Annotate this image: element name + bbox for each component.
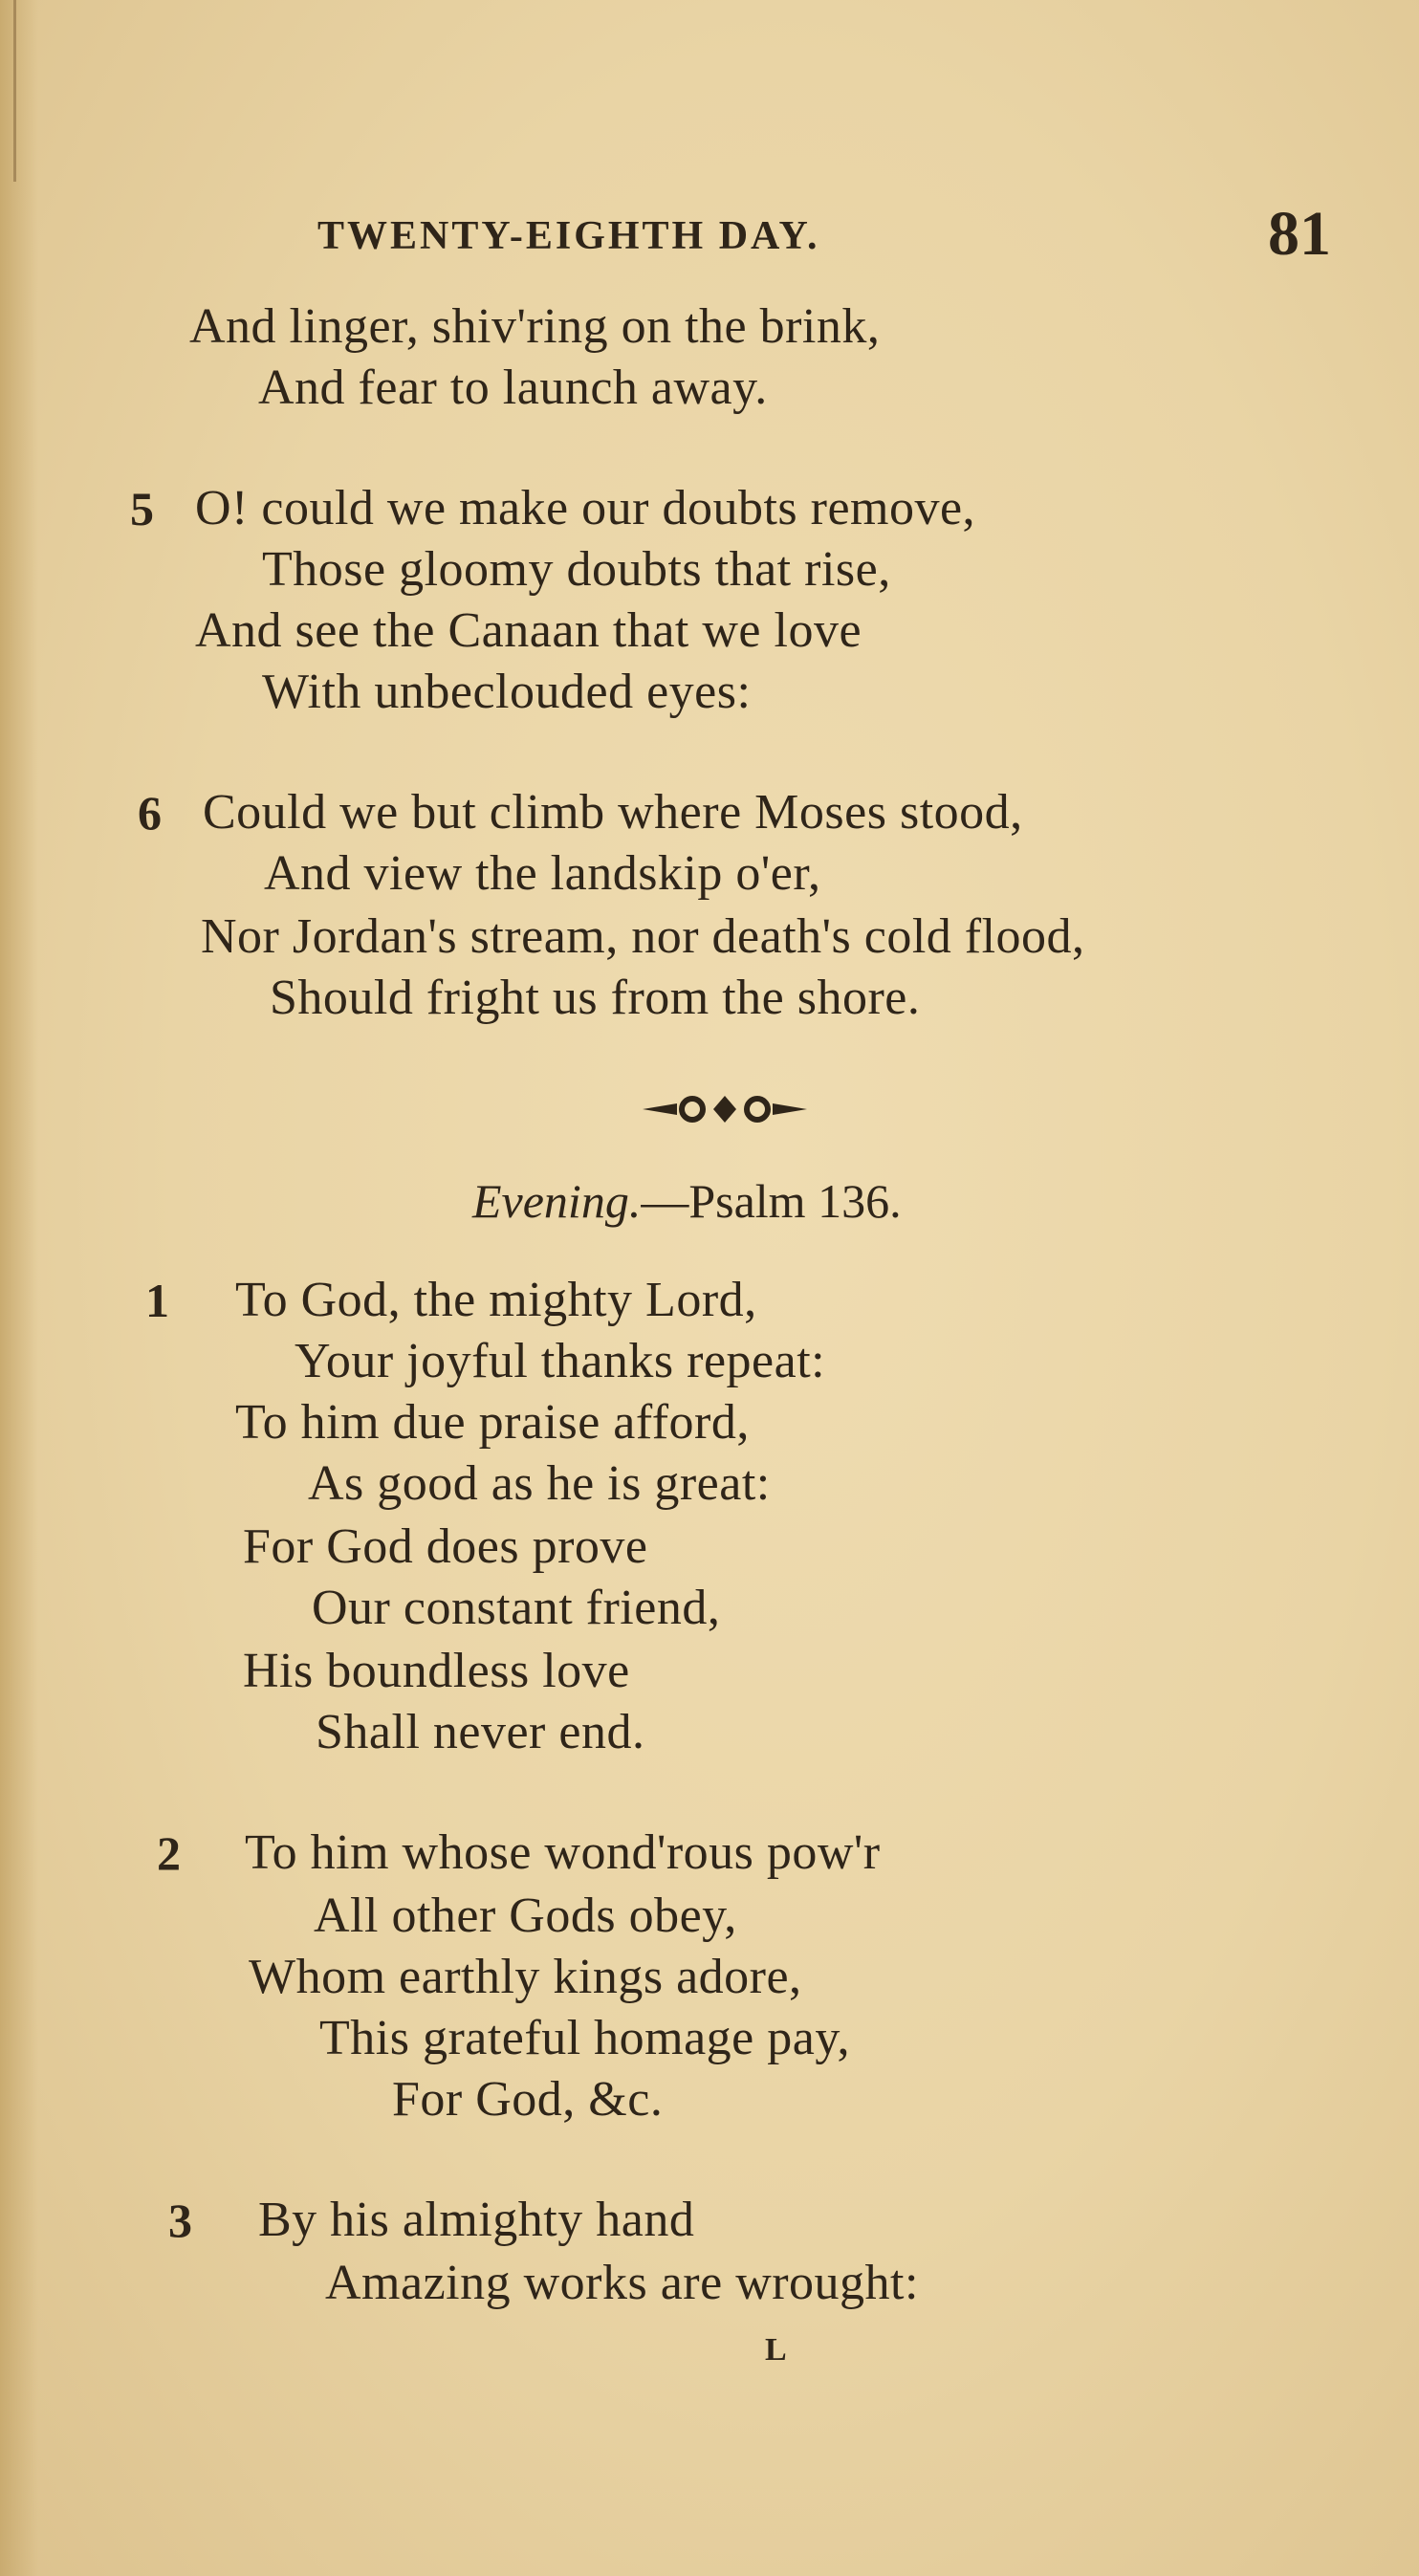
verse-line: This grateful homage pay, (319, 2011, 850, 2065)
verse-line: Should fright us from the shore. (270, 971, 921, 1025)
running-head: TWENTY-EIGHTH DAY. (317, 214, 820, 258)
stanza-number: 3 (168, 2194, 192, 2247)
verse-line: To him whose wond'rous pow'r (245, 1825, 881, 1880)
stanza-number: 6 (138, 786, 162, 840)
verse-line: His boundless love (243, 1644, 630, 1698)
verse-line: To God, the mighty Lord, (235, 1273, 757, 1327)
verse-line: And see the Canaan that we love (195, 603, 862, 658)
stanza-number: 5 (130, 482, 154, 535)
verse-line: By his almighty hand (258, 2193, 695, 2247)
verse-line: To him due praise afford, (235, 1395, 750, 1450)
verse-line: Nor Jordan's stream, nor death's cold flood, (201, 909, 1085, 964)
section-title-rest: —Psalm 136. (641, 1174, 902, 1228)
divider-ornament-icon (639, 1090, 811, 1128)
verse-line: As good as he is great: (308, 1456, 771, 1511)
verse-line: Whom earthly kings adore, (249, 1950, 802, 2004)
section-title (472, 1172, 902, 1230)
verse-line: For God does prove (243, 1519, 648, 1574)
verse-line: For God, &c. (392, 2072, 664, 2127)
verse-line: And fear to launch away. (258, 360, 768, 415)
verse-line: Our constant friend, (312, 1581, 721, 1635)
verse-line: Those gloomy doubts that rise, (262, 542, 891, 597)
binding-mark (13, 0, 16, 182)
verse-line: And view the landskip o'er, (264, 846, 821, 901)
stanza-number: 2 (157, 1826, 181, 1880)
verse-line: Amazing works are wrought: (325, 2256, 919, 2310)
verse-line: All other Gods obey, (314, 1888, 737, 1943)
page-edge-shadow (0, 0, 38, 2576)
signature-mark: L (765, 2332, 787, 2368)
verse-line: And linger, shiv'ring on the brink, (189, 299, 881, 354)
page-number: 81 (1268, 199, 1331, 269)
verse-line: O! could we make our doubts remove, (195, 481, 976, 535)
stanza-number: 1 (145, 1274, 169, 1327)
verse-line: Your joyful thanks repeat: (295, 1334, 826, 1388)
verse-line: Could we but climb where Moses stood, (203, 785, 1023, 840)
section-title-italic: Evening. (472, 1174, 642, 1228)
verse-line: Shall never end. (316, 1705, 645, 1759)
verse-line: With unbeclouded eyes: (262, 665, 752, 719)
